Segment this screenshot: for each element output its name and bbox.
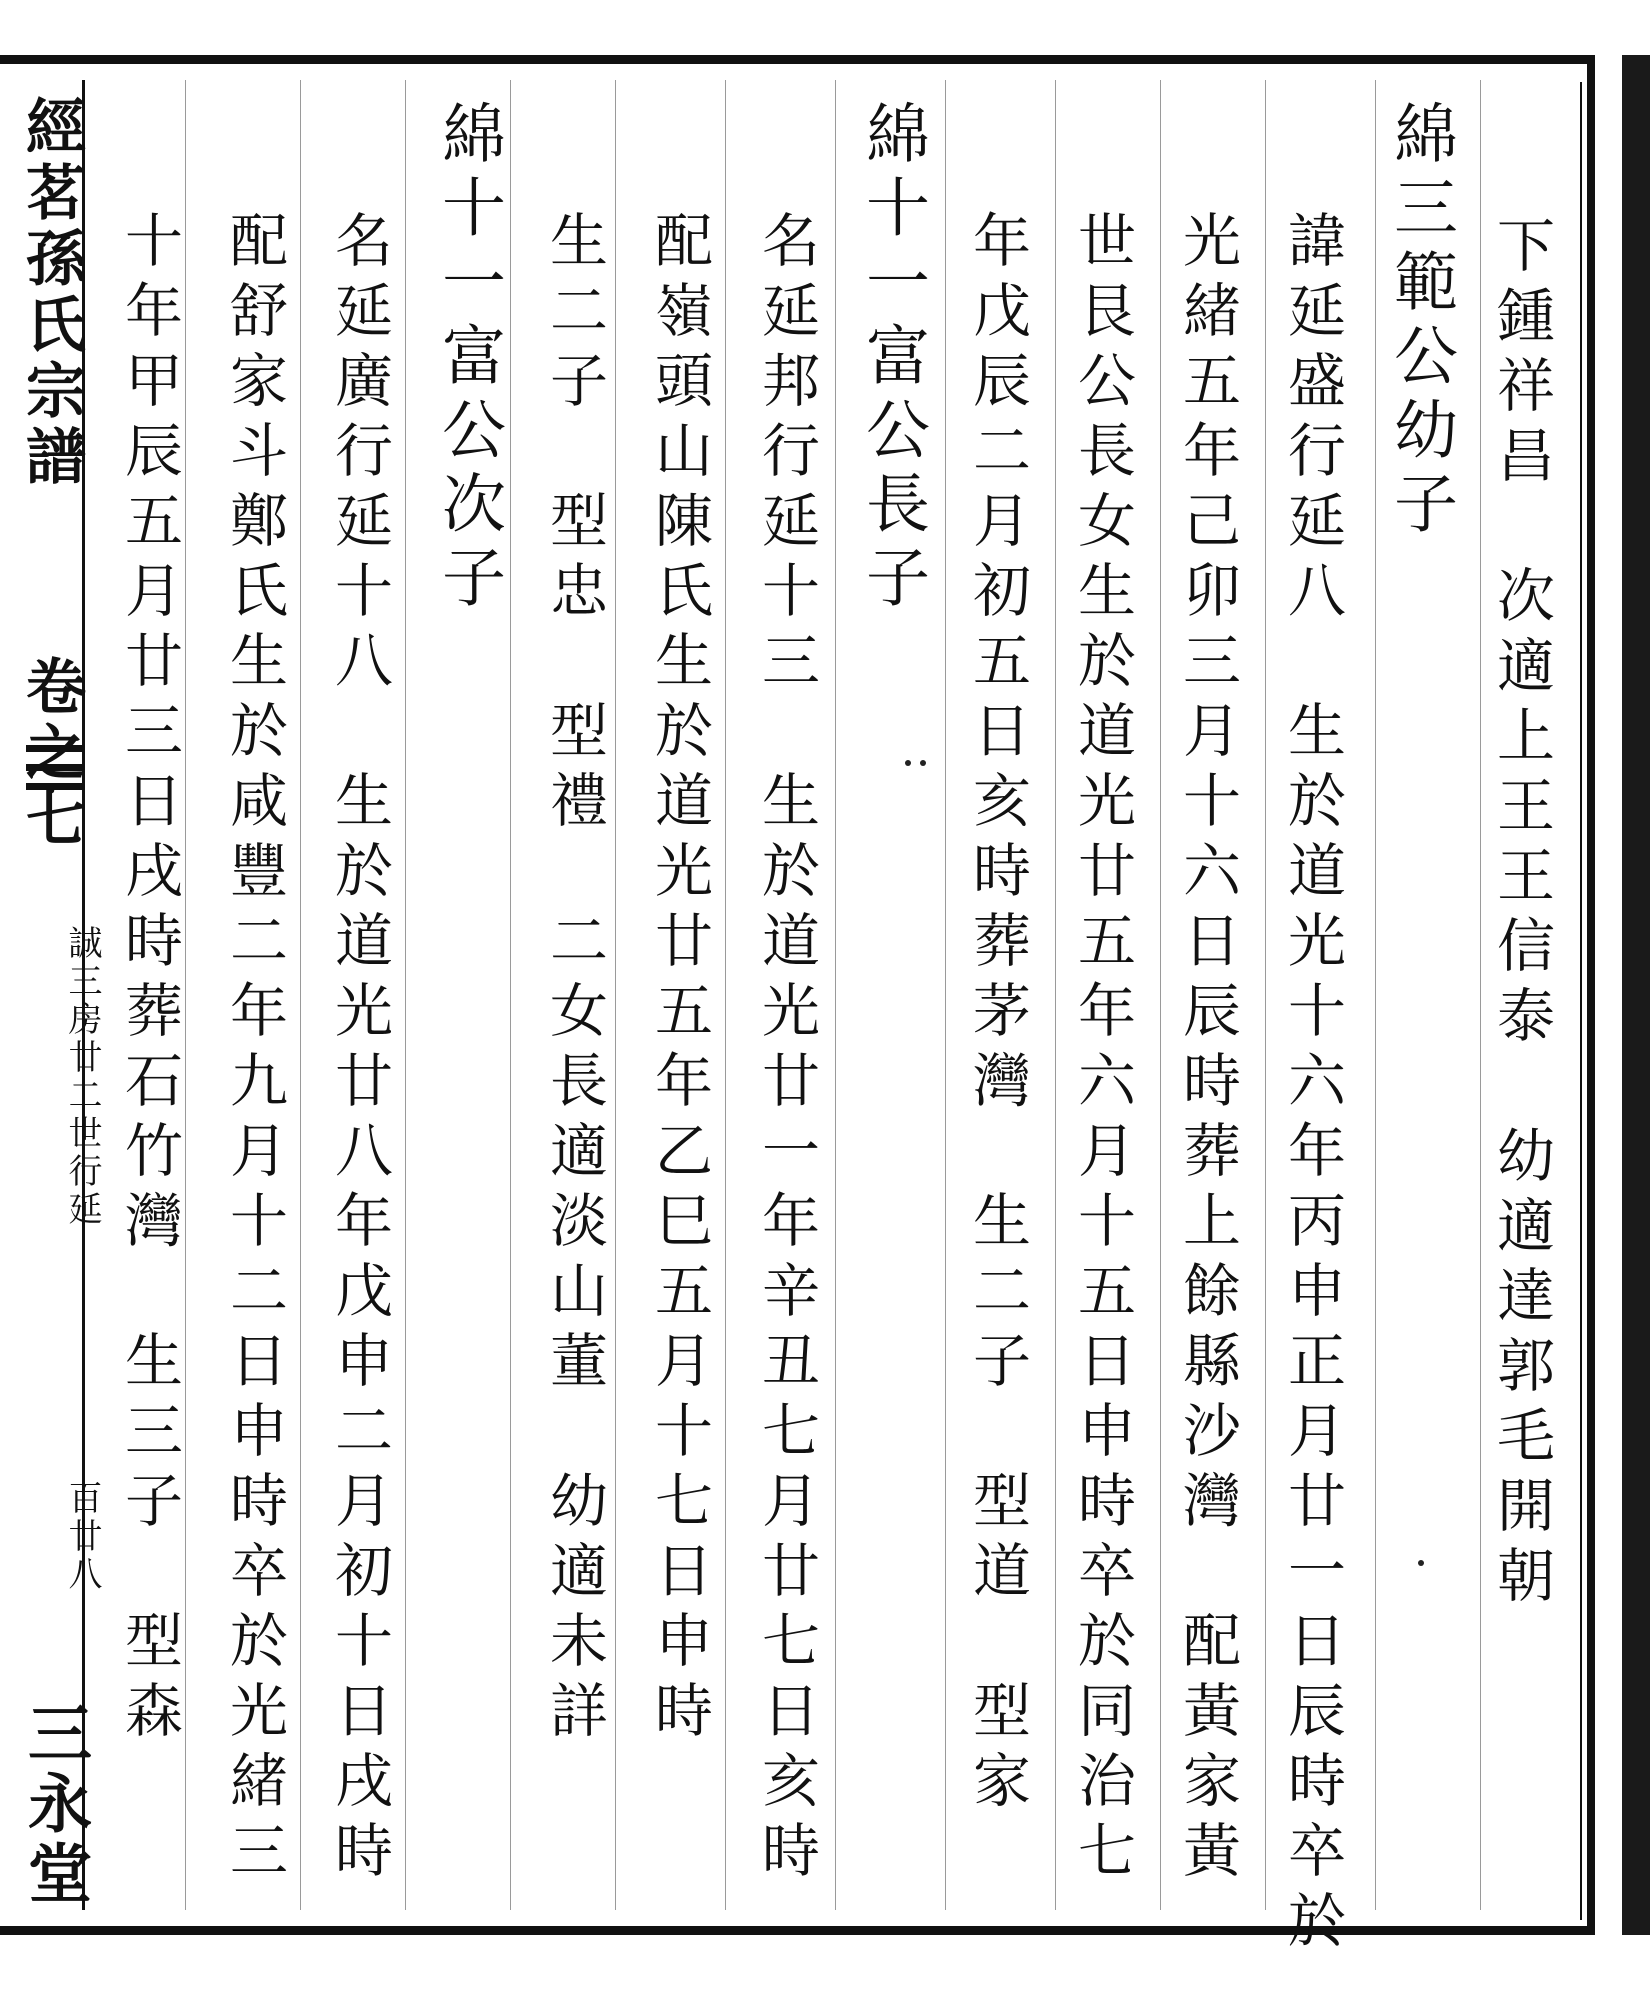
text-column: 生二子 型忠 型禮 二女長適淡山董 幼適未詳 bbox=[540, 210, 608, 1750]
column-divider bbox=[945, 80, 946, 1910]
column-divider bbox=[1160, 80, 1161, 1910]
entry-heading: 綿十一富公長子 bbox=[855, 100, 929, 618]
column-divider bbox=[1480, 80, 1481, 1910]
ink-speck bbox=[905, 760, 911, 766]
column-divider bbox=[615, 80, 616, 1910]
volume-label: 卷之七 bbox=[16, 655, 86, 853]
column-divider bbox=[1375, 80, 1376, 1910]
binding-edge bbox=[1622, 55, 1650, 1935]
text-column: 光緒五年己卯三月十六日辰時葬上餘縣沙灣 配黃家黃 bbox=[1173, 210, 1241, 1890]
text-column: 名延廣行延十八 生於道光廿八年戊申二月初十日戌時 bbox=[325, 140, 393, 1890]
column-divider bbox=[725, 80, 726, 1910]
column-divider bbox=[1265, 80, 1266, 1910]
text-column: 世艮公長女生於道光廿五年六月十五日申時卒於同治七 bbox=[1068, 210, 1136, 1890]
book-title: 經茗孫氏宗譜 bbox=[16, 95, 86, 491]
margin-title-strip bbox=[8, 95, 102, 1925]
page-number: 百廿八 bbox=[62, 1480, 102, 1594]
text-column: 下鍾祥昌 次適上王王信泰 幼適達郭毛開朝 bbox=[1487, 215, 1555, 1615]
text-column: 十年甲辰五月廿三日戌時葬石竹灣 生三子 型森 bbox=[115, 210, 183, 1750]
hall-name: 三永堂 bbox=[17, 1700, 91, 1910]
text-column: 諱延盛行延八 生於道光十六年丙申正月廿一日辰時卒於 bbox=[1278, 140, 1346, 1960]
entry-heading: 綿三範公幼子 bbox=[1383, 100, 1457, 544]
text-column: 名延邦行延十三 生於道光廿一年辛丑七月廿七日亥時 bbox=[752, 140, 820, 1890]
column-divider bbox=[300, 80, 301, 1910]
column-divider bbox=[510, 80, 511, 1910]
ink-speck bbox=[1418, 1560, 1424, 1566]
ink-speck bbox=[920, 760, 926, 766]
column-divider bbox=[405, 80, 406, 1910]
column-divider bbox=[185, 80, 186, 1910]
column-divider bbox=[835, 80, 836, 1910]
text-column: 配嶺頭山陳氏生於道光廿五年乙巳五月十七日申時 bbox=[645, 210, 713, 1750]
text-column: 年戊辰二月初五日亥時葬茅灣 生二子 型道 型家 bbox=[963, 210, 1031, 1820]
entry-heading: 綿十一富公次子 bbox=[431, 100, 505, 618]
column-divider bbox=[1055, 80, 1056, 1910]
section-label: 誠三房廿二世行延 bbox=[62, 925, 102, 1229]
text-column: 配舒家斗鄭氏生於咸豐二年九月十二日申時卒於光緒三 bbox=[220, 210, 288, 1890]
